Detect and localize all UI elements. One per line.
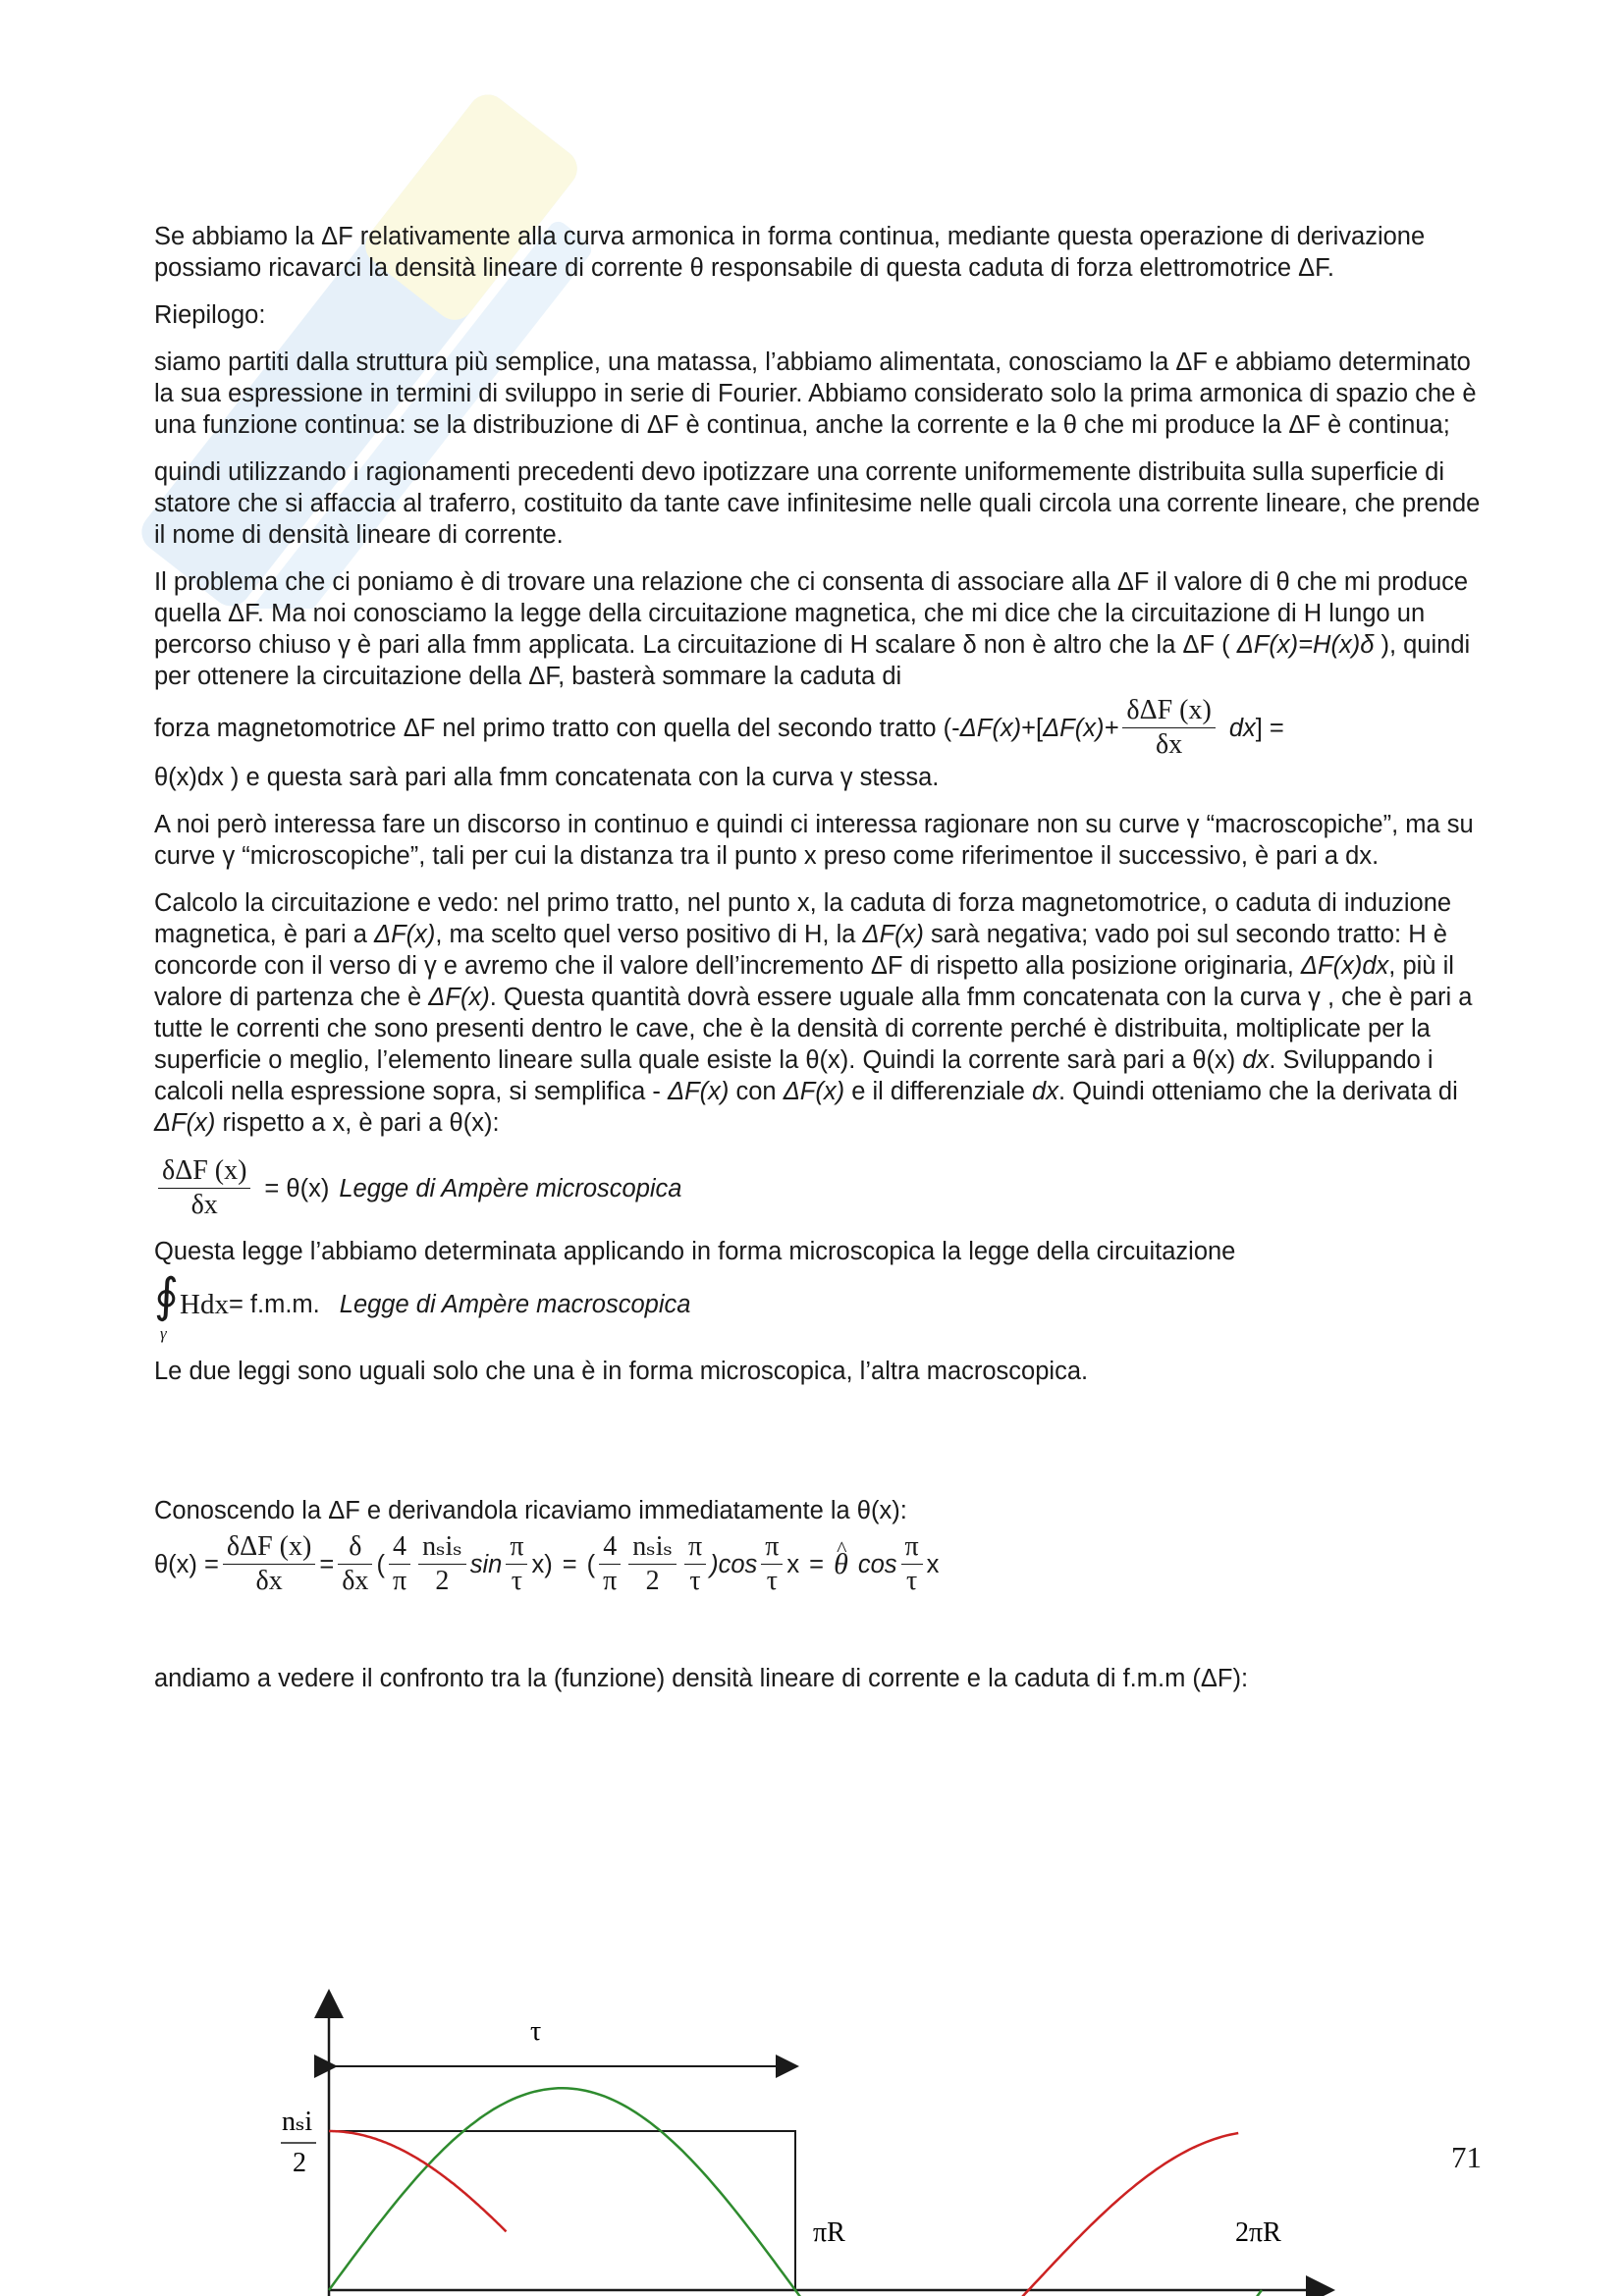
- y-tick-label-numerator: nₛi: [282, 2107, 313, 2137]
- fraction: $\frac{\text{nₛiₛ}}{2}$: [418, 1530, 466, 1598]
- paragraph: Conoscendo la ΔF e derivandola ricaviamo immediatamente la θ(x):: [154, 1497, 907, 1524]
- fraction: $\frac{\pi}{\tau}$: [761, 1530, 783, 1598]
- paragraph: Se abbiamo la ΔF relativamente alla curva armonica in forma continua, mediante questa operazione di derivazione possiamo ricavarci la densità lineare di corrente θ responsabile di questa caduta di forza elettromotrice ΔF.: [154, 223, 1426, 282]
- paragraph: θ(x)dx ) e questa sarà pari alla fmm concatenata con la curva γ stessa.: [154, 764, 940, 791]
- paragraph: quindi utilizzando i ragionamenti precedenti devo ipotizzare una corrente uniformemente distribuita sulla superficie di statore che si affaccia al traferro, costituito da tante cave infinitesime nelle quali circola una corrente lineare, che prende il nome di densità lineare di corrente.: [154, 458, 1481, 549]
- fraction: $\frac{\text{δΔF (x)}}{\delta x}$: [223, 1530, 315, 1598]
- fraction: $\frac{4}{\pi}$: [599, 1530, 621, 1598]
- fraction: $\frac{\pi}{\tau}$: [901, 1530, 923, 1598]
- page-number: 71: [1451, 2140, 1482, 2174]
- paragraph: A noi però interessa fare un discorso in continuo e quindi ci interessa ragionare non su curve γ “macroscopiche”, ma su curve γ “microscopiche”, tali per cui la distanza tra il punto x preso come riferimentoe il successivo, è pari a dx.: [154, 811, 1474, 870]
- paragraph-heading: Riepilogo:: [154, 301, 266, 329]
- fraction: $\frac{\text{δΔF (x)}}{\delta x}$: [158, 1154, 250, 1222]
- y-tick-label-denominator: 2: [293, 2148, 306, 2178]
- paragraph: Il problema che ci poniamo è di trovare una relazione che ci consenta di associare alla ΔF il valore di θ che mi produce quella ΔF. Ma noi conosciamo la legge della circuitazione magnetica, che mi dice che la circuitazione di H lungo un percorso chiuso γ è pari alla fmm applicata. La circuitazione di H scalare δ non è altro che la ΔF ( ΔF(x)=H(x)δ ), quindi per ottenere la circuitazione della ΔF, basterà sommare la caduta di: [154, 568, 1471, 690]
- paragraph: siamo partiti dalla struttura più semplice, una matassa, l’abbiamo alimentata, conosciamo la ΔF e abbiamo determinato la sua espressione in termini di sviluppo in serie di Fourier. Abbiamo considerato solo la prima armonica di spazio che è una funzione continua: se la distribuzione di ΔF è continua, anche la corrente e la θ che mi produce la ΔF è continua;: [154, 348, 1477, 439]
- fraction: $\frac{\text{nₛiₛ}}{2}$: [628, 1530, 677, 1598]
- step-wave-line: [329, 2131, 795, 2290]
- x-tick-label-2pi-r: 2πR: [1235, 2217, 1281, 2248]
- equation-theta: θ(x) = $\frac{\text{δΔF (x)}}{\delta x}$ = $\frac{\delta}{\delta x}$ ( $\frac{4}{\pi}$ $\frac{\text{nₛiₛ}}{2}$ sin $\frac{\pi}{\tau}$ x) = ( $\frac{4}{\pi}$ $\frac{\text{nₛiₛ}}{2}$ $\frac{\pi}{\tau}$ )cos $\frac{\pi}{\tau}$ x = ^ θ cos $\frac{\pi}{\tau}$ x: [154, 1530, 1489, 1598]
- fraction: $\frac{4}{\pi}$: [389, 1530, 410, 1598]
- paragraph: Le due leggi sono uguali solo che una è in forma microscopica, l’altra macroscopica.: [154, 1358, 1089, 1385]
- paragraph: Questa legge l’abbiamo determinata applicando in forma microscopica la legge della circuitazione: [154, 1238, 1236, 1265]
- equation-ampere-macroscopica: ∮ γ Hdx = f.m.m. Legge di Ampère macroscopica: [154, 1270, 691, 1343]
- x-tick-label-pi-r: πR: [813, 2217, 845, 2248]
- comparison-chart: [265, 1978, 1355, 2296]
- red-cosine-line: [329, 2131, 1238, 2296]
- paragraph: Calcolo la circuitazione e vedo: nel primo tratto, nel punto x, la caduta di forza magnetomotrice, o caduta di induzione magnetica, è pari a ΔF(x), ma scelto quel verso positivo di H, la ΔF(x) sarà negativa; vado poi sul secondo tratto: H è concorde con il verso di γ e avremo che il valore dell’incremento ΔF di rispetto alla posizione originaria, ΔF(x)dx, più il valore di partenza che è ΔF(x). Questa quantità dovrà essere uguale alla fmm concatenata con la curva γ , che è pari a tutte le correnti che sono presenti dentro le cave, che è la densità di corrente perché è distribuita, moltiplicate per la superficie o meglio, l’elemento lineare sulla quale esiste la θ(x). Quindi la corrente sarà pari a θ(x) dx. Sviluppando i calcoli nella espressione sopra, si semplifica - ΔF(x) con ΔF(x) e il differenziale dx. Quindi otteniamo che la derivata di ΔF(x) rispetto a x, è pari a θ(x):: [154, 889, 1473, 1137]
- fraction: $\frac{\pi}{\tau}$: [684, 1530, 706, 1598]
- fraction: $\frac{\pi}{\tau}$: [506, 1530, 527, 1598]
- paragraph: andiamo a vedere il confronto tra la (funzione) densità lineare di corrente e la caduta di f.m.m (ΔF):: [154, 1665, 1249, 1692]
- span-label: τ: [530, 2016, 542, 2047]
- inline-equation-line: forza magnetomotrice ΔF nel primo tratto con quella del secondo tratto (- ΔF(x) +[ ΔF(x)+ $\frac{\text{δΔF (x)}}{\delta x}$ dx ] =: [154, 695, 1284, 760]
- document-body: [154, 221, 1489, 1710]
- fraction: $\frac{\text{δΔF (x)}}{\delta x}$: [1122, 694, 1215, 762]
- fraction: $\frac{\delta}{\delta x}$: [338, 1530, 372, 1598]
- equation-ampere-microscopica: $\frac{\text{δΔF (x)}}{\delta x}$ = θ(x) Legge di Ampère microscopica: [154, 1154, 1489, 1222]
